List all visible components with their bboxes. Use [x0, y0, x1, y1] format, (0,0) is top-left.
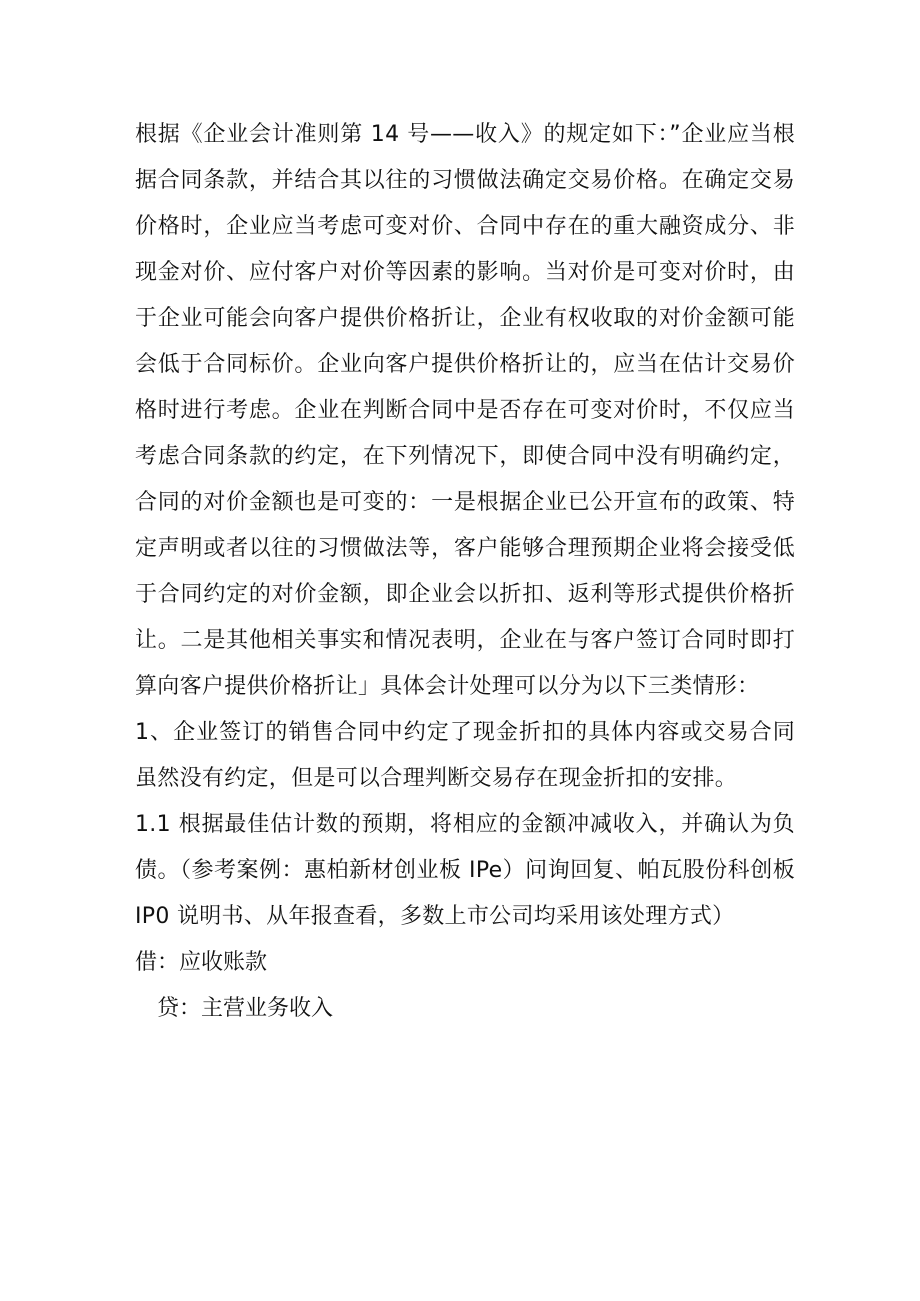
journal-entry-credit: 贷：主营业务收入	[157, 996, 334, 1021]
paragraph-revenue-standard: 根据《企业会计准则第 14 号——收入》的规定如下：”企业应当根据合同条款，并结合其以往的习惯做法确定交易价格。在确定交易价格时，企业应当考虑可变对价、合同中存在的重大融资成分、非现金对价、应付客户对价等因素的影响。当对价是可变对价时，由于企业可能会向客户提供价格折让，企业有权收取的对价金额可能会低于合同标价。企业向客户提供价格折让的，应当在估计交易价格时进行考虑。企业在判断合同中是否存在可变对价时，不仅应当考虑合同条款的约定，在下列情况下，即使合同中没有明确约定，合同的对价金额也是可变的：一是根据企业已公开宣布的政策、特定声明或者以往的习惯做法等，客户能够合理预期企业将会接受低于合同约定的对价金额，即企业会以折扣、返利等形式提供价格折让。二是其他相关事实和情况表明，企业在与客户签订合同时即打算向客户提供价格折让」具体会计处理可以分为以下三类情形：	[135, 122, 795, 699]
journal-entry-debit: 借：应收账款	[135, 950, 268, 975]
document-body	[135, 112, 795, 1032]
paragraph-best-estimate: 1.1 根据最佳估计数的预期，将相应的金额冲减收入，并确认为负债。（参考案例：惠柏新材创业板 IPe）问询回复、帕瓦股份科创板 IP0 说明书、从年报查看，多数上市公司均采用该处理方式）	[135, 812, 795, 929]
paragraph-cash-discount-case: 1、企业签订的销售合同中约定了现金折扣的具体内容或交易合同虽然没有约定，但是可以合理判断交易存在现金折扣的安排。	[135, 720, 795, 791]
